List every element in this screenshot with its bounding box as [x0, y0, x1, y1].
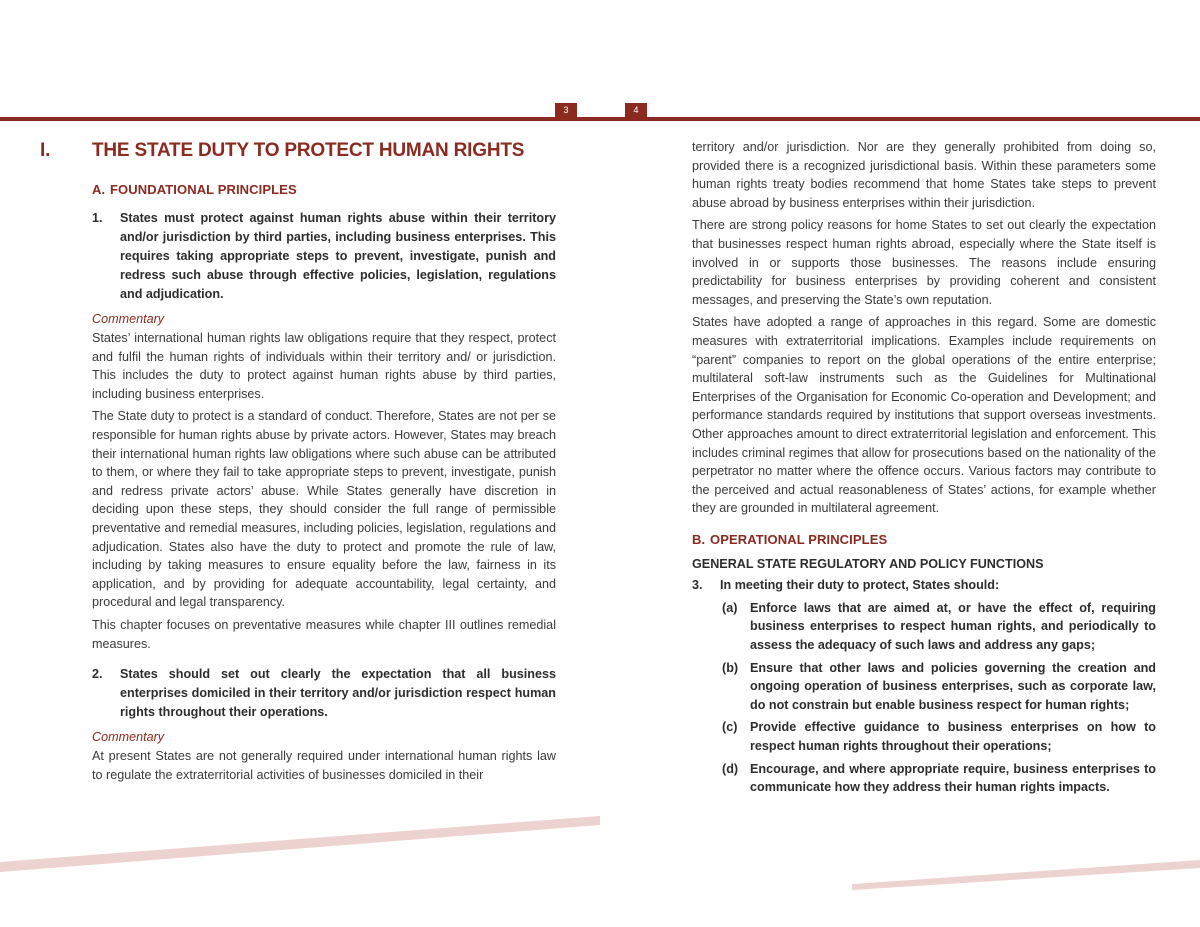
- item-text: Ensure that other laws and policies governing the creation and ongoing operation of business enterprises, such as corporate law, do not constrain but enable business respect for human rights;: [750, 660, 1156, 712]
- commentary-paragraph: The State duty to protect is a standard of conduct. Therefore, States are not per se responsible for human rights abuse by private actors. However, States may breach their international human rights law obligations where such abuse can be attributed to them, or where they fail to take appropriate steps to prevent, investigate, punish and redress private actors’ abuse. While States generally have discretion in deciding upon these steps, they should consider the full range of permissible preventative and remedial measures, including policies, legislation, regulations and adjudication. States also have the duty to protect and promote the rule of law, including by taking measures to ensure equality before the law, fairness in its application, and by providing for adequate accountability, legal certainty, and procedural and legal transparency.: [92, 409, 556, 610]
- principle-1: [92, 209, 556, 304]
- commentary-paragraph: States have adopted a range of approaches in this regard. Some are domestic measures with extraterritorial implications. Examples include requirements on “parent” companies to report on the global operations of the entire enterprise; multilateral soft-law instruments such as the Guidelines for Multinational Enterprises of the Organisation for Economic Co-operation and Development; and performance standards required by institutions that support overseas investments. Other approaches amount to direct extraterritorial legislation and enforcement. This includes criminal regimes that allow for prosecutions based on the nationality of the perpetrator no matter where the offence occurs. Various factors may contribute to the perceived and actual reasonableness of States’ actions, for example whether they are grounded in multilateral agreement.: [692, 315, 1156, 516]
- item-text: Provide effective guidance to business enterprises on how to respect human rights throughout their operations;: [750, 720, 1156, 754]
- item-label: (c): [722, 720, 738, 735]
- principle-text: In meeting their duty to protect, States should:: [720, 577, 1000, 592]
- commentary-paragraph: At present States are not generally required under international human rights law to regulate the extraterritorial activities of businesses domiciled in their: [92, 749, 556, 782]
- item-label: (a): [722, 600, 738, 615]
- principle-number: 2.: [92, 667, 103, 682]
- list-item: [692, 718, 1156, 755]
- page-number-left: 3: [555, 103, 577, 117]
- commentary-paragraph: States’ international human rights law obligations require that they respect, protect and fulfil the human rights of individuals within their territory and/ or jurisdiction. This includes the duty to protect against human rights abuse by third parties, including business enterprises.: [92, 331, 556, 401]
- left-swoosh: [0, 816, 600, 872]
- foundational-heading: A. FOUNDATIONAL PRINCIPLES: [92, 182, 297, 197]
- commentary-label: Commentary: [92, 312, 165, 326]
- commentary-paragraph: There are strong policy reasons for home States to set out clearly the expectation that businesses respect human rights abroad, especially where the State itself is involved in or supports those businesses. The reasons include ensuring predictability for business enterprises by providing coherent and consistent messages, and preserving the State’s own reputation.: [692, 218, 1156, 307]
- right-column: [692, 138, 1156, 801]
- principle-text: States must protect against human rights abuse within their territory and/or jurisdiction by third parties, including business enterprises. This requires taking appropriate steps to prevent, investigate, punish and redress such abuse through effective policies, legislation, regulations and adjudication.: [120, 211, 556, 301]
- principle-text: States should set out clearly the expectation that all business enterprises domiciled in their territory and/or jurisdiction respect human rights throughout their operations.: [120, 667, 556, 720]
- list-item: [692, 599, 1156, 655]
- item-label: (b): [722, 660, 739, 675]
- commentary-paragraph: This chapter focuses on preventative measures while chapter III outlines remedial measures.: [92, 617, 556, 651]
- commentary-paragraph: territory and/or jurisdiction. Nor are they generally prohibited from doing so, provided there is a recognized jurisdictional basis. Within these parameters some human rights treaty bodies recommend that home States take steps to prevent abuse abroad by business enterprises within their jurisdiction.: [692, 140, 1156, 210]
- principle-number: 3.: [692, 577, 703, 592]
- principle-2: [92, 665, 556, 722]
- operational-heading: B. OPERATIONAL PRINCIPLES: [692, 531, 888, 547]
- section-title: [40, 140, 524, 162]
- right-swoosh: [852, 860, 1200, 890]
- left-column: [92, 182, 556, 788]
- list-item: [692, 760, 1156, 797]
- regulatory-subheading: GENERAL STATE REGULATORY AND POLICY FUNCTIONS: [692, 556, 1044, 571]
- list-item: [692, 659, 1156, 715]
- principle-number: 1.: [92, 211, 103, 225]
- principle-3: [692, 576, 1156, 595]
- section-title-text: THE STATE DUTY TO PROTECT HUMAN RIGHTS: [92, 140, 525, 161]
- page-number-right: 4: [625, 103, 647, 117]
- item-text: Encourage, and where appropriate require, business enterprises to communicate how they address their human rights impacts.: [750, 761, 1156, 795]
- item-label: (d): [722, 761, 739, 776]
- item-text: Enforce laws that are aimed at, or have the effect of, requiring business enterprises to respect human rights, and periodically to assess the adequacy of such laws and address any gaps;: [750, 600, 1156, 653]
- section-number: I.: [40, 140, 51, 161]
- commentary-label: Commentary: [92, 730, 165, 745]
